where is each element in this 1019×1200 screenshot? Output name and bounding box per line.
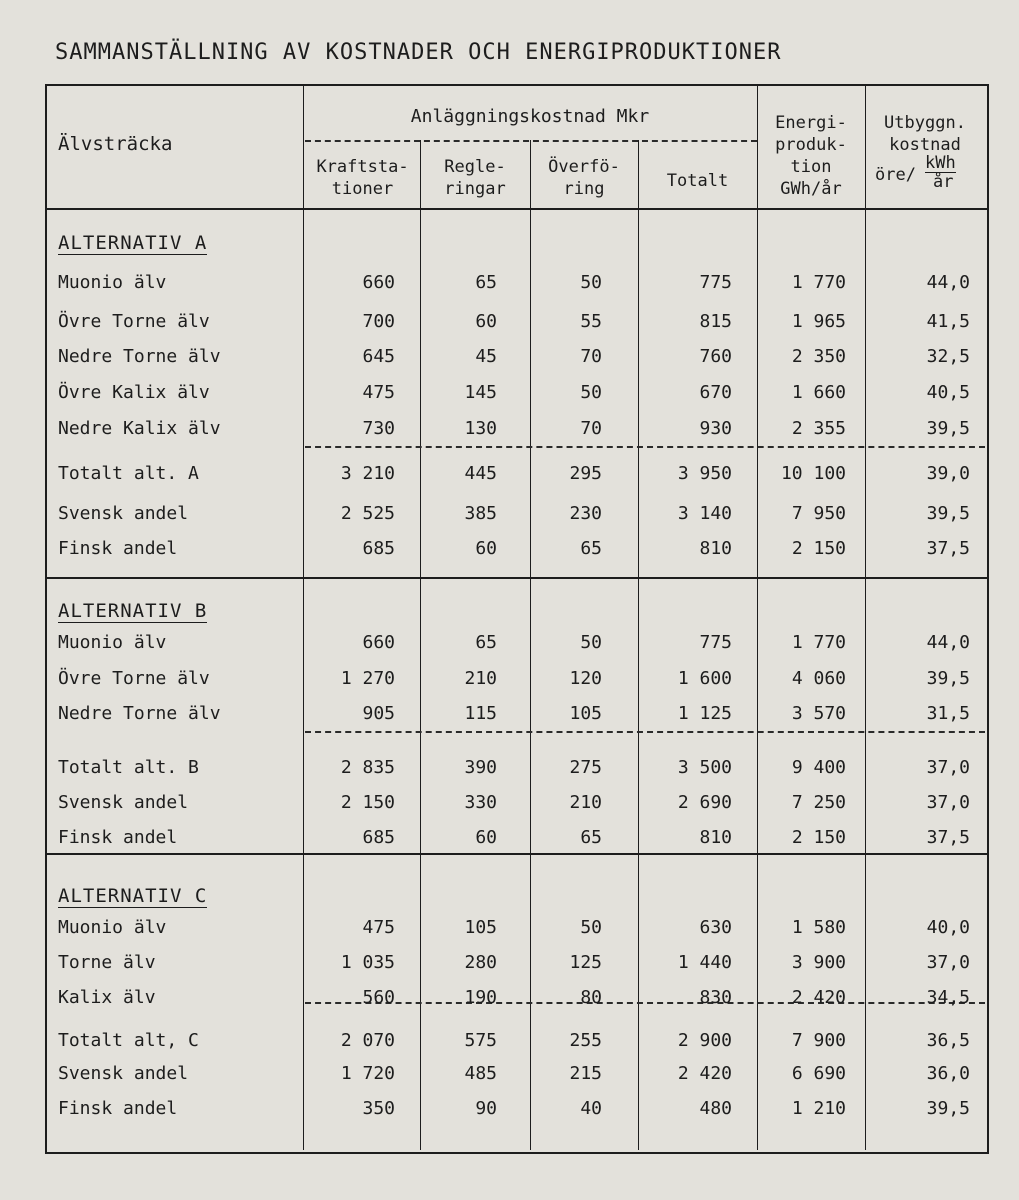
header-rule xyxy=(45,208,987,210)
cell-utb: 39,5 xyxy=(926,418,970,439)
cell-kraft: 660 xyxy=(362,632,395,653)
cell-utb: 36,5 xyxy=(926,1030,970,1051)
cell-tot: 930 xyxy=(699,418,732,439)
row-label: Muonio älv xyxy=(58,917,167,938)
cell-utb: 36,0 xyxy=(926,1063,970,1084)
cell-regl: 130 xyxy=(464,418,497,439)
cell-utb: 39,5 xyxy=(926,503,970,524)
cell-tot: 2 420 xyxy=(677,1063,732,1084)
cell-kraft: 685 xyxy=(362,538,395,559)
cell-energi: 7 900 xyxy=(791,1030,846,1051)
row-label: Finsk andel xyxy=(58,1098,178,1119)
cell-utb: 32,5 xyxy=(926,346,970,367)
cell-tot: 775 xyxy=(699,272,732,293)
cell-regl: 330 xyxy=(464,792,497,813)
cell-over: 125 xyxy=(569,952,602,973)
cell-kraft: 350 xyxy=(362,1098,395,1119)
cell-energi: 2 150 xyxy=(791,538,846,559)
cell-over: 50 xyxy=(580,382,602,403)
cell-over: 50 xyxy=(580,632,602,653)
cell-energi: 2 350 xyxy=(791,346,846,367)
cell-tot: 3 950 xyxy=(677,463,732,484)
cell-utb: 34,5 xyxy=(926,987,970,1008)
cell-kraft: 1 270 xyxy=(340,668,395,689)
cell-kraft: 475 xyxy=(362,382,395,403)
row-label: Övre Kalix älv xyxy=(58,382,210,403)
cell-over: 65 xyxy=(580,538,602,559)
cell-tot: 630 xyxy=(699,917,732,938)
cell-over: 70 xyxy=(580,346,602,367)
page-title: SAMMANSTÄLLNING AV KOSTNADER OCH ENERGIPRODUKTIONER xyxy=(55,40,782,65)
cell-utb: 40,0 xyxy=(926,917,970,938)
section-title: ALTERNATIV B xyxy=(58,600,208,622)
cell-energi: 2 355 xyxy=(791,418,846,439)
cell-energi: 2 150 xyxy=(791,827,846,848)
section-rule xyxy=(45,577,987,579)
cell-regl: 105 xyxy=(464,917,497,938)
cell-over: 50 xyxy=(580,917,602,938)
cell-utb: 39,0 xyxy=(926,463,970,484)
cell-over: 215 xyxy=(569,1063,602,1084)
cell-kraft: 730 xyxy=(362,418,395,439)
cell-kraft: 645 xyxy=(362,346,395,367)
cell-utb: 37,0 xyxy=(926,952,970,973)
cell-over: 70 xyxy=(580,418,602,439)
cell-tot: 760 xyxy=(699,346,732,367)
cell-energi: 1 210 xyxy=(791,1098,846,1119)
col-divider xyxy=(303,84,304,1150)
row-label: Finsk andel xyxy=(58,538,178,559)
cell-utb: 39,5 xyxy=(926,1098,970,1119)
cell-utb: 37,5 xyxy=(926,538,970,559)
cell-tot: 815 xyxy=(699,311,732,332)
cell-over: 230 xyxy=(569,503,602,524)
row-label: Svensk andel xyxy=(58,503,189,524)
cell-kraft: 700 xyxy=(362,311,395,332)
cell-tot: 3 500 xyxy=(677,757,732,778)
col-divider xyxy=(420,208,421,1150)
cell-tot: 810 xyxy=(699,827,732,848)
col-divider xyxy=(865,84,866,1150)
cell-energi: 9 400 xyxy=(791,757,846,778)
cell-kraft: 3 210 xyxy=(340,463,395,484)
cell-tot: 1 600 xyxy=(677,668,732,689)
cell-tot: 2 900 xyxy=(677,1030,732,1051)
cell-over: 295 xyxy=(569,463,602,484)
col-divider xyxy=(638,140,639,1150)
cell-utb: 37,0 xyxy=(926,757,970,778)
section-rule xyxy=(45,853,987,855)
cell-tot: 830 xyxy=(699,987,732,1008)
header-regleringar: Regle- ringar xyxy=(444,157,506,199)
row-label: Totalt alt. B xyxy=(58,757,199,778)
col-divider xyxy=(757,84,758,1150)
cell-utb: 37,0 xyxy=(926,792,970,813)
cell-regl: 280 xyxy=(464,952,497,973)
cell-over: 50 xyxy=(580,272,602,293)
cell-energi: 1 770 xyxy=(791,632,846,653)
row-label: Muonio älv xyxy=(58,632,167,653)
row-label: Nedre Torne älv xyxy=(58,346,221,367)
cell-tot: 1 125 xyxy=(677,703,732,724)
cell-kraft: 2 150 xyxy=(340,792,395,813)
cell-over: 40 xyxy=(580,1098,602,1119)
row-label: Nedre Kalix älv xyxy=(58,418,221,439)
row-label: Totalt alt. A xyxy=(58,463,199,484)
cell-kraft: 2 070 xyxy=(340,1030,395,1051)
cell-regl: 210 xyxy=(464,668,497,689)
row-label: Svensk andel xyxy=(58,1063,189,1084)
cell-energi: 7 250 xyxy=(791,792,846,813)
header-anlaggningskostnad: Anläggningskostnad Mkr xyxy=(410,106,650,127)
cell-kraft: 2 525 xyxy=(340,503,395,524)
cell-tot: 670 xyxy=(699,382,732,403)
cell-utb: 41,5 xyxy=(926,311,970,332)
cell-energi: 1 660 xyxy=(791,382,846,403)
cell-energi: 6 690 xyxy=(791,1063,846,1084)
cell-tot: 480 xyxy=(699,1098,732,1119)
header-alvstracka: Älvsträcka xyxy=(58,133,173,155)
cell-utb: 31,5 xyxy=(926,703,970,724)
cell-utb: 44,0 xyxy=(926,632,970,653)
row-label: Nedre Torne älv xyxy=(58,703,221,724)
cell-over: 65 xyxy=(580,827,602,848)
cell-regl: 60 xyxy=(475,538,497,559)
section-title: ALTERNATIV A xyxy=(58,232,208,254)
subtotal-dash xyxy=(305,446,985,448)
cell-kraft: 660 xyxy=(362,272,395,293)
cell-kraft: 1 720 xyxy=(340,1063,395,1084)
row-label: Kalix älv xyxy=(58,987,156,1008)
subtotal-dash xyxy=(305,731,985,733)
row-label: Muonio älv xyxy=(58,272,167,293)
row-label: Finsk andel xyxy=(58,827,178,848)
cell-regl: 60 xyxy=(475,827,497,848)
row-label: Totalt alt, C xyxy=(58,1030,199,1051)
cell-kraft: 1 035 xyxy=(340,952,395,973)
cell-energi: 1 965 xyxy=(791,311,846,332)
cell-energi: 7 950 xyxy=(791,503,846,524)
cell-tot: 810 xyxy=(699,538,732,559)
cell-regl: 115 xyxy=(464,703,497,724)
cell-over: 255 xyxy=(569,1030,602,1051)
cell-regl: 485 xyxy=(464,1063,497,1084)
col-divider xyxy=(530,140,531,1150)
cell-energi: 4 060 xyxy=(791,668,846,689)
cell-kraft: 905 xyxy=(362,703,395,724)
header-totalt: Totalt xyxy=(666,171,729,191)
cell-kraft: 560 xyxy=(362,987,395,1008)
cell-regl: 145 xyxy=(464,382,497,403)
cell-utb: 44,0 xyxy=(926,272,970,293)
cell-energi: 2 420 xyxy=(791,987,846,1008)
cell-regl: 390 xyxy=(464,757,497,778)
cell-over: 120 xyxy=(569,668,602,689)
cell-over: 210 xyxy=(569,792,602,813)
cell-utb: 39,5 xyxy=(926,668,970,689)
cell-regl: 575 xyxy=(464,1030,497,1051)
cell-energi: 10 100 xyxy=(780,463,846,484)
cell-regl: 445 xyxy=(464,463,497,484)
row-label: Torne älv xyxy=(58,952,156,973)
cell-regl: 190 xyxy=(464,987,497,1008)
subtotal-dash xyxy=(305,1002,985,1004)
cell-utb: 37,5 xyxy=(926,827,970,848)
section-title: ALTERNATIV C xyxy=(58,885,208,907)
row-label: Övre Torne älv xyxy=(58,311,210,332)
cell-kraft: 475 xyxy=(362,917,395,938)
header-utbyggnadskostnad: Utbyggn. kostnad öre/ kWh år xyxy=(875,113,966,192)
header-kraftstationer: Kraftsta- tioner xyxy=(316,157,409,199)
row-label: Svensk andel xyxy=(58,792,189,813)
cell-regl: 65 xyxy=(475,272,497,293)
cell-energi: 1 770 xyxy=(791,272,846,293)
cell-tot: 2 690 xyxy=(677,792,732,813)
cell-energi: 3 570 xyxy=(791,703,846,724)
cell-kraft: 685 xyxy=(362,827,395,848)
cell-tot: 1 440 xyxy=(677,952,732,973)
cell-regl: 65 xyxy=(475,632,497,653)
cell-over: 55 xyxy=(580,311,602,332)
cell-kraft: 2 835 xyxy=(340,757,395,778)
cell-energi: 1 580 xyxy=(791,917,846,938)
cell-over: 275 xyxy=(569,757,602,778)
cell-regl: 60 xyxy=(475,311,497,332)
cell-over: 105 xyxy=(569,703,602,724)
cell-regl: 45 xyxy=(475,346,497,367)
header-dash xyxy=(305,140,757,142)
header-overforing: Överfö- ring xyxy=(548,157,620,199)
cell-tot: 775 xyxy=(699,632,732,653)
cell-energi: 3 900 xyxy=(791,952,846,973)
cell-tot: 3 140 xyxy=(677,503,732,524)
cell-regl: 90 xyxy=(475,1098,497,1119)
cell-over: 80 xyxy=(580,987,602,1008)
header-energiproduktion: Energi- produk- tion GWh/år xyxy=(775,113,847,199)
row-label: Övre Torne älv xyxy=(58,668,210,689)
cell-regl: 385 xyxy=(464,503,497,524)
cell-utb: 40,5 xyxy=(926,382,970,403)
